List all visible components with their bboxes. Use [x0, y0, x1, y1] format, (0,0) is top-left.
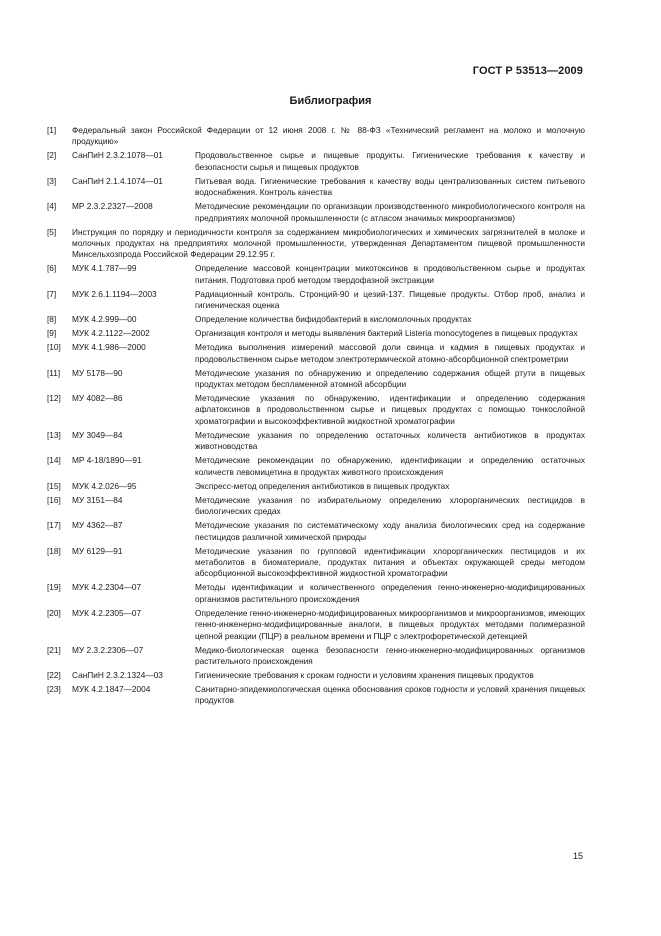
reference-text: Методические указания по групповой идентификации хлорорганических пестицидов и их метаболитов в биоматериале, продуктах питания и объектах окружающей среды методом абсорбционной высокоэффективной жидкостной хроматографии — [195, 545, 585, 579]
reference-number: [13] — [47, 429, 61, 440]
reference-code: МУ 5178—90 — [72, 367, 123, 378]
document-code: ГОСТ Р 53513—2009 — [472, 65, 583, 77]
reference-code: МУ 4362—87 — [72, 520, 123, 531]
reference-item — [47, 227, 585, 261]
reference-text: Экспресс-метод определения антибиотиков в пищевых продуктах — [195, 480, 450, 491]
reference-number: [8] — [47, 314, 57, 325]
reference-code: СанПиН 2.3.2.1078—01 — [72, 150, 163, 161]
reference-item — [47, 368, 585, 391]
reference-number: [3] — [47, 175, 57, 186]
reference-text: Питьевая вода. Гигиенические требования к качеству воды централизованных систем питьевого водоснабжения. Контроль качества — [195, 175, 585, 198]
reference-item — [47, 608, 585, 642]
reference-text: Методические рекомендации по организации производственного микробиологического контроля на предприятиях молочной промышленности (с атласом значимых микроорганизмов) — [195, 201, 585, 223]
reference-number: [12] — [47, 393, 61, 404]
reference-text: Методические рекомендации по обнаружению, идентификации и определению остаточных количеств левомицетина в продуктах животного происхождения — [195, 455, 585, 477]
page-title: Библиография — [289, 95, 372, 107]
reference-text: Организация контроля и методы выявления бактерий Listeria monocytogenes в пищевых продуктах — [195, 328, 578, 339]
reference-number: [22] — [47, 669, 61, 680]
reference-number: [11] — [47, 367, 61, 378]
reference-item — [47, 314, 585, 325]
page-number: 15 — [572, 851, 583, 861]
reference-code: МУК 4.2.2304—07 — [72, 582, 142, 593]
reference-number: [5] — [47, 226, 57, 237]
reference-code: МР 2.3.2.2327—2008 — [72, 201, 153, 212]
reference-number: [1] — [47, 125, 57, 135]
reference-number: [6] — [47, 263, 57, 274]
reference-code: МУК 4.2.2305—07 — [72, 607, 142, 618]
reference-text: Федеральный закон Российской Федерации от 12 июня 2008 г. № 88-ФЗ «Технический регламент на молоко и молочную продукцию» — [72, 125, 585, 147]
reference-code: МУ 2.3.2.2306—07 — [72, 644, 144, 655]
reference-number: [14] — [47, 455, 61, 466]
reference-text: Санитарно-эпидемиологическая оценка обоснования сроков годности и условий хранения пищевых продуктов — [195, 683, 585, 706]
reference-code: МУК 4.2.1847—2004 — [72, 683, 151, 694]
reference-number: [18] — [47, 545, 61, 556]
reference-item — [47, 495, 585, 518]
reference-item — [47, 684, 585, 707]
reference-text: Методические указания по обнаружению, идентификации и определению содержания афлатоксинов в продовольственном сырье и пищевых продуктах с помощью тонкослойной хроматографии и высокоэффективной жидкостной хроматографии — [195, 393, 585, 426]
reference-item — [47, 289, 585, 312]
reference-code: МР 4-18/1890—91 — [72, 455, 142, 466]
reference-number: [4] — [47, 201, 57, 212]
reference-code: МУК 4.1.986—2000 — [72, 342, 146, 353]
reference-number: [15] — [47, 480, 61, 491]
reference-item — [47, 520, 585, 543]
reference-code: МУ 6129—91 — [72, 545, 123, 556]
reference-code: МУ 4082—86 — [72, 393, 123, 404]
reference-item — [47, 582, 585, 605]
reference-text: Методические указания по систематическому ходу анализа биологических сред на содержание пестицидов различной химической природы — [195, 520, 585, 542]
reference-number: [16] — [47, 494, 61, 505]
reference-number: [23] — [47, 683, 61, 694]
reference-code: МУК 4.2.999—00 — [72, 314, 137, 325]
reference-number: [9] — [47, 328, 57, 339]
reference-text: Методические указания по обнаружению и определению содержания общей ртути в пищевых продуктах методом беспламенной атомной абсорбции — [195, 367, 585, 390]
reference-item — [47, 670, 585, 681]
reference-item — [47, 201, 585, 224]
reference-item — [47, 393, 585, 427]
reference-text: Продовольственное сырье и пищевые продукты. Гигиенические требования к качеству и безопасности сырья и пищевых продуктов — [195, 150, 585, 172]
reference-code: МУК 2.6.1.1194—2003 — [72, 288, 157, 299]
reference-text: Определение генно-инженерно-модифицированных микроорганизмов и микроорганизмов, имеющих генно-инженерно-модифицированные аналоги, в пищевых продуктах методами полимеразной цепной реакции (ПЦР) в реальном времени и ПЦР с электрофоретической детекцией — [195, 607, 586, 641]
reference-item — [47, 328, 585, 339]
reference-text: Инструкция по порядку и периодичности контроля за содержанием микробиологических и химических загрязнителей в молоке и молочных продуктах на предприятиях молочной промышленности, утвержденная Департаментом пищевой промышленности Минсельхозпрода Российской Федерации 29.12.95 г. — [72, 226, 585, 260]
reference-code: СанПиН 2.3.2.1324—03 — [72, 669, 163, 680]
reference-text: Определение количества бифидобактерий в кисломолочных продуктах — [195, 314, 472, 325]
reference-text: Медико-биологическая оценка безопасности генно-инженерно-модифицированных организмов растительного происхождения — [195, 644, 585, 666]
reference-text: Методика выполнения измерений массовой доли свинца и кадмия в пищевых продуктах и продовольственном сырье методом электротермической атомно-абсорбционной спектрометрии — [195, 342, 585, 364]
reference-number: [7] — [47, 288, 57, 299]
reference-code: МУК 4.1.787—99 — [72, 263, 137, 274]
reference-item — [47, 342, 585, 365]
reference-text: Методы идентификации и количественного определения генно-инженерно-модифицированных организмов растительного происхождения — [195, 582, 585, 604]
reference-code: МУ 3151—84 — [72, 494, 123, 505]
reference-item — [47, 150, 585, 173]
reference-text: Методические указания по избирательному определению хлорорганических пестицидов в биологических средах — [195, 494, 585, 517]
reference-item — [47, 176, 585, 199]
reference-item — [47, 125, 585, 148]
reference-item — [47, 430, 585, 453]
reference-item — [47, 455, 585, 478]
reference-code: СанПиН 2.1.4.1074—01 — [72, 175, 163, 186]
reference-code: МУК 4.2.1122—2002 — [72, 328, 150, 339]
reference-number: [17] — [47, 520, 61, 531]
reference-number: [2] — [47, 150, 57, 161]
reference-item — [47, 546, 585, 580]
reference-code: МУ 3049—84 — [72, 429, 123, 440]
reference-item — [47, 645, 585, 668]
reference-number: [20] — [47, 607, 61, 618]
reference-code: МУК 4.2.026—95 — [72, 480, 137, 491]
reference-item — [47, 481, 585, 492]
bibliography-list — [47, 125, 585, 709]
reference-number: [21] — [47, 644, 61, 655]
reference-text: Гигиенические требования к срокам годности и условиям хранения пищевых продуктов — [195, 669, 534, 680]
reference-text: Радиационный контроль. Стронций-90 и цезий-137. Пищевые продукты. Отбор проб, анализ и гигиеническая оценка — [195, 288, 585, 311]
reference-number: [10] — [47, 342, 61, 353]
reference-number: [19] — [47, 582, 61, 593]
reference-text: Методические указания по определению остаточных количеств антибиотиков в продуктах животноводства — [195, 429, 585, 452]
reference-text: Определение массовой концентрации микотоксинов в продовольственном сырье и продуктах питания. Подготовка проб методом твердофазной экстракции — [195, 263, 585, 285]
reference-item — [47, 263, 585, 286]
